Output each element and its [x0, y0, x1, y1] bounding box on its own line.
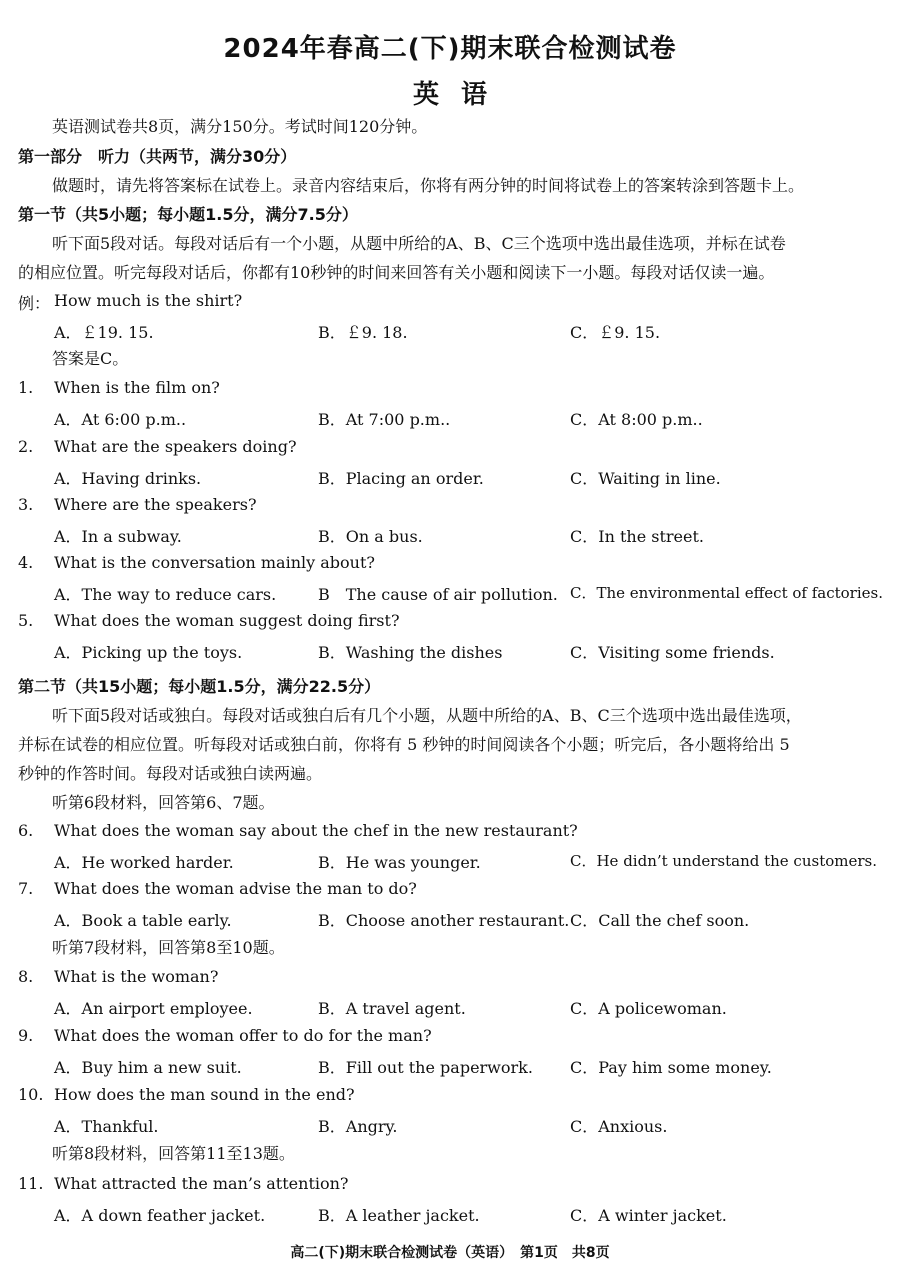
option-c: C．Anxious.: [570, 1117, 668, 1136]
question-stem: What does the woman say about the chef in the new restaurant?: [54, 821, 578, 840]
option-a: A．In a subway.: [54, 527, 182, 546]
option-b: B．Choose another restaurant.: [318, 911, 570, 930]
page-footer: 高二(下)期末联合检测试卷（英语） 第1页 共8页: [290, 1245, 610, 1261]
option-c: C．Call the chef soon.: [570, 911, 750, 930]
question-stem: What is the woman?: [54, 967, 219, 986]
page-title: 2024年春高二(下)期末联合检测试卷: [223, 34, 677, 64]
option-c: C．A policewoman.: [570, 999, 727, 1018]
section2-instruction-3: 秒钟的作答时间。每段对话或独白读两遍。: [18, 764, 323, 783]
option-c: C．Pay him some money.: [570, 1058, 772, 1077]
option-a: A．Book a table early.: [54, 911, 232, 930]
question-5: [18, 611, 888, 669]
section1-instruction-2: 的相应位置。听完每段对话后，你都有10秒钟的时间来回答有关小题和阅读下一小题。每段对话仅读一遍。: [18, 263, 775, 282]
material-6-note: 听第6段材料，回答第6、7题。: [52, 793, 275, 812]
question-number: 11.: [18, 1174, 44, 1193]
option-b: B．Washing the dishes: [318, 643, 503, 662]
example-label: 例：: [18, 294, 51, 313]
section1-instruction-1: 听下面5段对话。每段对话后有一个小题，从题中所给的A、B、C三个选项中选出最佳选项，并标在试卷: [52, 234, 786, 253]
option-c: C．At 8:00 p.m..: [570, 410, 703, 429]
option-c: C．A winter jacket.: [570, 1206, 727, 1225]
option-a: A．The way to reduce cars.: [54, 585, 277, 604]
question-7: [18, 879, 888, 937]
question-11: [18, 1174, 888, 1232]
question-4: [18, 553, 888, 611]
option-c: C．The environmental effect of factories.: [570, 584, 883, 602]
option-b: B．Fill out the paperwork.: [318, 1058, 533, 1077]
question-number: 10.: [18, 1085, 44, 1104]
option-a: A．Thankful.: [54, 1117, 159, 1136]
example-option-c: C．￡9. 15.: [570, 323, 661, 342]
question-8: [18, 967, 888, 1025]
question-stem: What attracted the man’s attention?: [54, 1174, 349, 1193]
question-number: 5.: [18, 611, 34, 630]
option-b: B．On a bus.: [318, 527, 423, 546]
question-stem: What is the conversation mainly about?: [54, 553, 375, 572]
question-2: [18, 437, 888, 495]
question-6: [18, 821, 888, 879]
section1-heading: 第一节（共5小题；每小题1.5分，满分7.5分）: [18, 205, 358, 224]
option-b: B．A travel agent.: [318, 999, 466, 1018]
example-question: [18, 291, 888, 349]
material-8-note: 听第8段材料，回答第11至13题。: [52, 1144, 295, 1163]
option-c: C．In the street.: [570, 527, 704, 546]
section2-instruction-2: 并标在试卷的相应位置。听每段对话或独白前，你将有 5 秒钟的时间阅读各个小题；听完后，各小题将给出 5: [18, 735, 790, 754]
option-b: B．He was younger.: [318, 853, 481, 872]
question-number: 9.: [18, 1026, 34, 1045]
section2-instruction-1: 听下面5段对话或独白。每段对话或独白后有几个小题，从题中所给的A、B、C三个选项中选出最佳选项，: [52, 706, 802, 725]
material-7-note: 听第7段材料，回答第8至10题。: [52, 938, 285, 957]
question-stem: Where are the speakers?: [54, 495, 257, 514]
question-number: 4.: [18, 553, 34, 572]
option-b: B．Angry.: [318, 1117, 398, 1136]
question-stem: What does the woman offer to do for the man?: [54, 1026, 432, 1045]
example-option-b: B．￡9. 18.: [318, 323, 408, 342]
question-1: [18, 378, 888, 436]
option-a: A．At 6:00 p.m..: [54, 410, 187, 429]
option-c: C．He didn’t understand the customers.: [570, 852, 877, 870]
option-b: B．At 7:00 p.m..: [318, 410, 451, 429]
option-a: A．Picking up the toys.: [54, 643, 243, 662]
question-10: [18, 1085, 888, 1143]
option-c: C．Waiting in line.: [570, 469, 721, 488]
option-a: A．Buy him a new suit.: [54, 1058, 242, 1077]
question-number: 6.: [18, 821, 34, 840]
question-stem: What does the woman suggest doing first?: [54, 611, 400, 630]
question-3: [18, 495, 888, 553]
example-option-a: A．￡19. 15.: [54, 323, 154, 342]
question-stem: What are the speakers doing?: [54, 437, 297, 456]
option-b: B．A leather jacket.: [318, 1206, 480, 1225]
question-number: 2.: [18, 437, 34, 456]
part1-heading: 第一部分 听力（共两节，满分30分）: [18, 147, 297, 166]
question-number: 7.: [18, 879, 34, 898]
part1-instruction: 做题时，请先将答案标在试卷上。录音内容结束后，你将有两分钟的时间将试卷上的答案转涂到答题卡上。: [52, 176, 805, 195]
section2-heading: 第二节（共15小题；每小题1.5分，满分22.5分）: [18, 677, 381, 696]
question-stem: How does the man sound in the end?: [54, 1085, 355, 1104]
question-number: 1.: [18, 378, 34, 397]
option-a: A．An airport employee.: [54, 999, 253, 1018]
option-a: A．Having drinks.: [54, 469, 202, 488]
question-stem: When is the film on?: [54, 378, 220, 397]
example-answer: 答案是C。: [52, 349, 129, 368]
intro-text: 英语测试卷共8页，满分150分。考试时间120分钟。: [52, 117, 428, 136]
question-number: 8.: [18, 967, 34, 986]
question-9: [18, 1026, 888, 1084]
option-b: B The cause of air pollution.: [318, 585, 558, 604]
subject-title: 英语: [412, 80, 509, 110]
option-c: C．Visiting some friends.: [570, 643, 775, 662]
example-stem: How much is the shirt?: [54, 291, 243, 310]
option-a: A．He worked harder.: [54, 853, 234, 872]
option-b: B．Placing an order.: [318, 469, 484, 488]
question-stem: What does the woman advise the man to do?: [54, 879, 417, 898]
option-a: A．A down feather jacket.: [54, 1206, 266, 1225]
question-number: 3.: [18, 495, 34, 514]
